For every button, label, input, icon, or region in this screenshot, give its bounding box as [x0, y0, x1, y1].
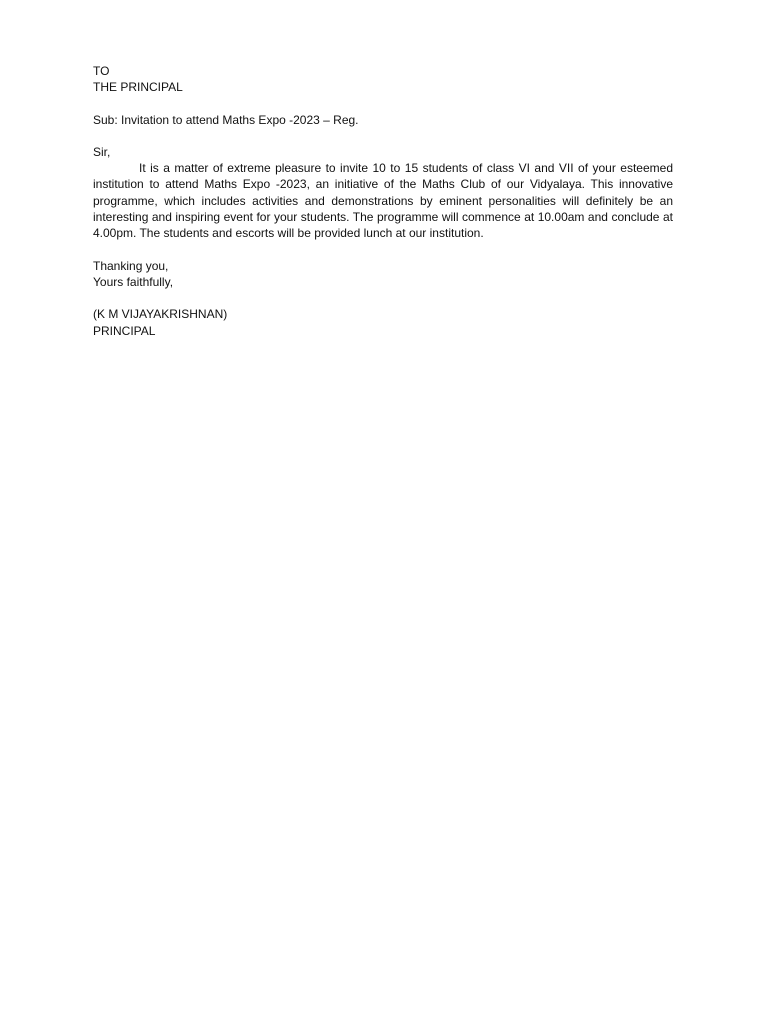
signatory-name: (K M VIJAYAKRISHNAN) [93, 307, 228, 322]
spacer [93, 242, 673, 258]
spacer [93, 290, 673, 306]
salutation: Sir, [93, 144, 111, 159]
recipient-line-to: TO [93, 64, 110, 78]
subject-line: Sub: Invitation to attend Maths Expo -2023 – Reg. [93, 112, 359, 127]
closing-thanks: Thanking you, [93, 258, 169, 273]
letter-body: It is a matter of extreme pleasure to invite 10 to 15 students of class VI and VII of your esteemed institution to attend Maths Expo -2023, an initiative of the Maths Club of our Vidyalaya. This innovative programme, which includes activities and demonstrations by eminent personalities will definitely be an interesting and inspiring event for your students. The programme will commence at 10.00am and conclude at 4.00pm. The students and escorts will be provided lunch at our institution. [93, 161, 673, 241]
recipient-line-title: THE PRINCIPAL [93, 80, 183, 95]
spacer [93, 128, 673, 144]
closing-valediction: Yours faithfully, [93, 274, 174, 289]
letter [93, 63, 673, 339]
spacer [93, 96, 673, 112]
signatory-title: PRINCIPAL [93, 323, 156, 338]
